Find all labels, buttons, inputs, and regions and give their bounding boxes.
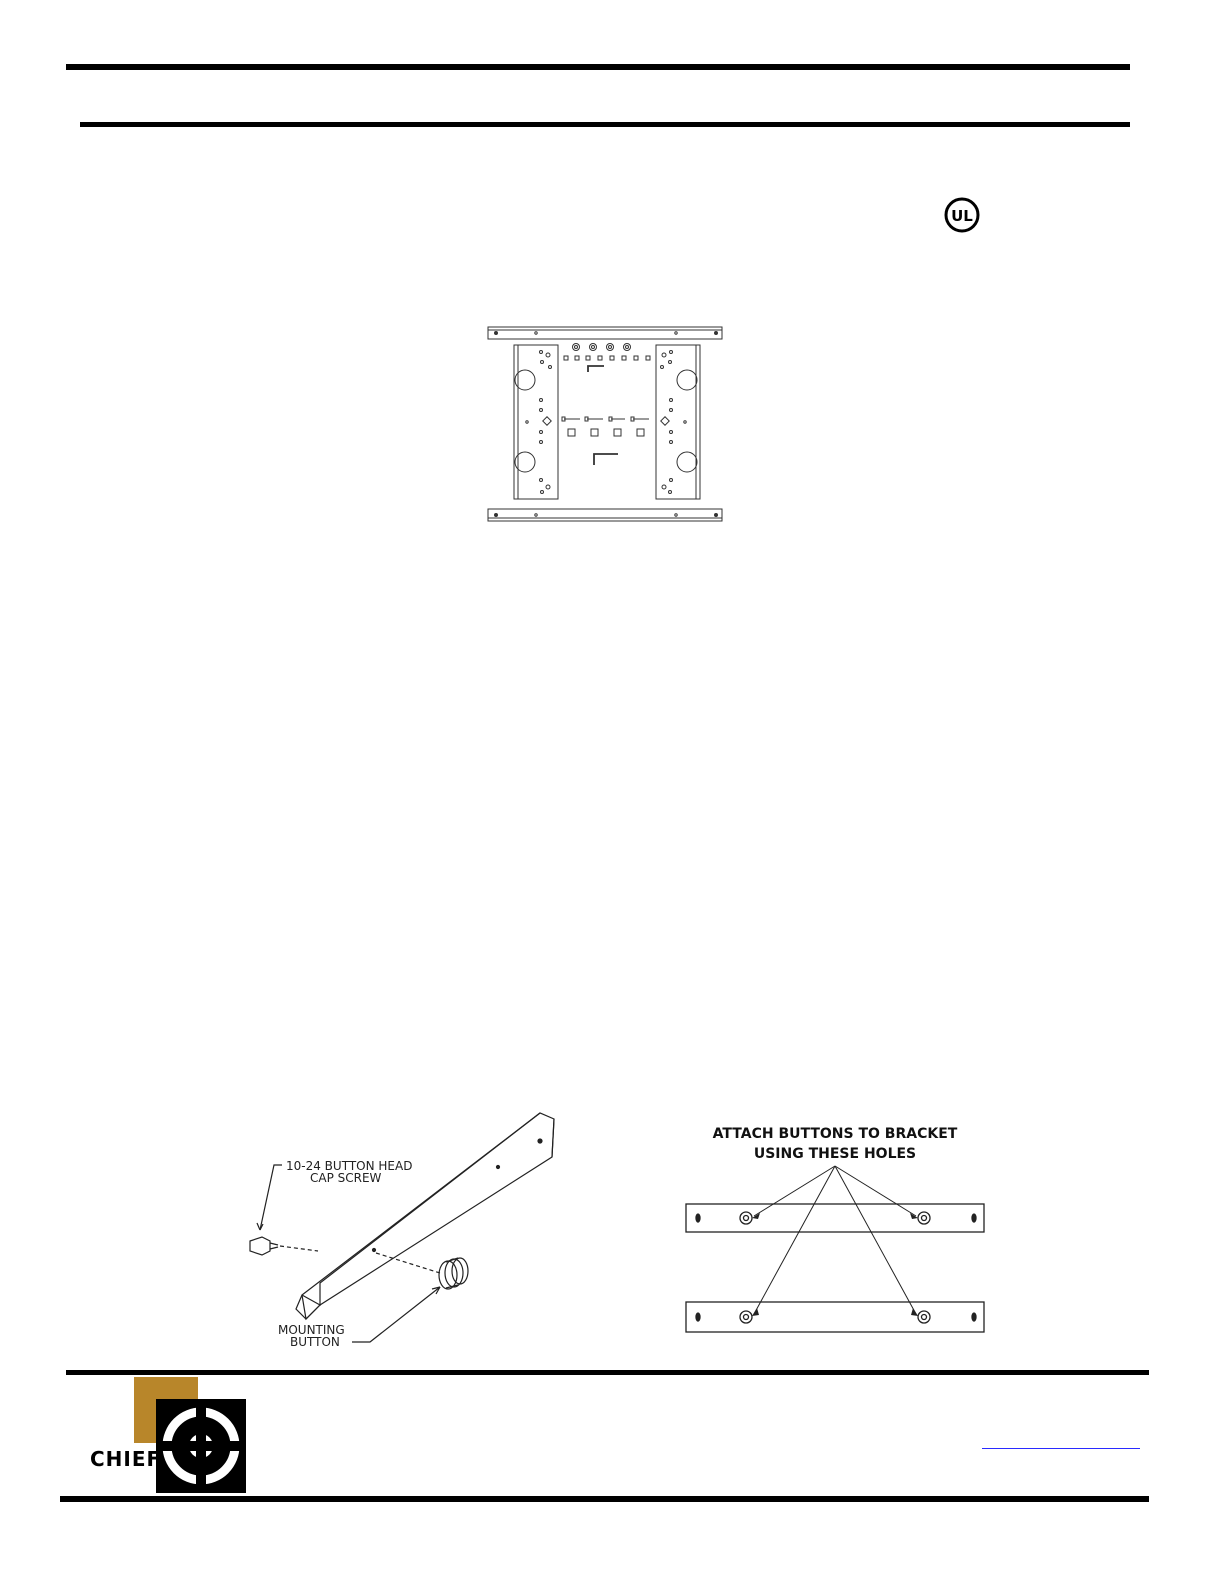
mounting-button-detail-illustration bbox=[240, 1105, 560, 1355]
left-bracket-plate bbox=[514, 345, 558, 499]
screw-label-line1: 10-24 BUTTON HEAD bbox=[286, 1159, 413, 1173]
hex-key-bottom bbox=[594, 454, 618, 465]
bracket-title-line1: ATTACH BUTTONS TO BRACKET bbox=[712, 1126, 958, 1142]
bracket-holes-illustration bbox=[678, 1110, 992, 1344]
hole-bottom-right bbox=[918, 1311, 930, 1323]
mounting-button-icon bbox=[439, 1258, 468, 1289]
bracket-top bbox=[686, 1204, 984, 1232]
right-bracket-plate bbox=[656, 345, 700, 499]
footer-website-link[interactable] bbox=[982, 1448, 1140, 1449]
small-screws bbox=[564, 356, 650, 360]
mounting-buttons bbox=[573, 344, 631, 351]
ul-certification-icon bbox=[944, 197, 980, 233]
screw-label-line2: CAP SCREW bbox=[310, 1171, 382, 1185]
rail-channel bbox=[302, 1113, 554, 1319]
bracket-bottom bbox=[686, 1302, 984, 1332]
hole-bottom-left bbox=[740, 1311, 752, 1323]
ul-mark-text: UL bbox=[951, 207, 973, 225]
bolts bbox=[562, 417, 649, 421]
button-label-line1: MOUNTING bbox=[278, 1323, 345, 1337]
button-label-line2: BUTTON bbox=[290, 1335, 340, 1349]
chief-logo bbox=[86, 1377, 250, 1497]
footer-rule-top bbox=[66, 1370, 1149, 1375]
header-rule-top bbox=[66, 64, 1130, 70]
mounting-hardware-kit-illustration bbox=[484, 322, 728, 526]
hex-key-top bbox=[588, 366, 604, 372]
hole-top-left bbox=[740, 1212, 752, 1224]
top-rail bbox=[488, 327, 722, 339]
square-nuts bbox=[568, 429, 644, 436]
header-rule-bottom bbox=[80, 122, 1130, 127]
hole-top-right bbox=[918, 1212, 930, 1224]
brand-name: CHIEF bbox=[90, 1447, 162, 1471]
cap-screw-icon bbox=[250, 1237, 278, 1255]
bottom-rail bbox=[488, 509, 722, 521]
bracket-title-line2: USING THESE HOLES bbox=[753, 1146, 917, 1162]
